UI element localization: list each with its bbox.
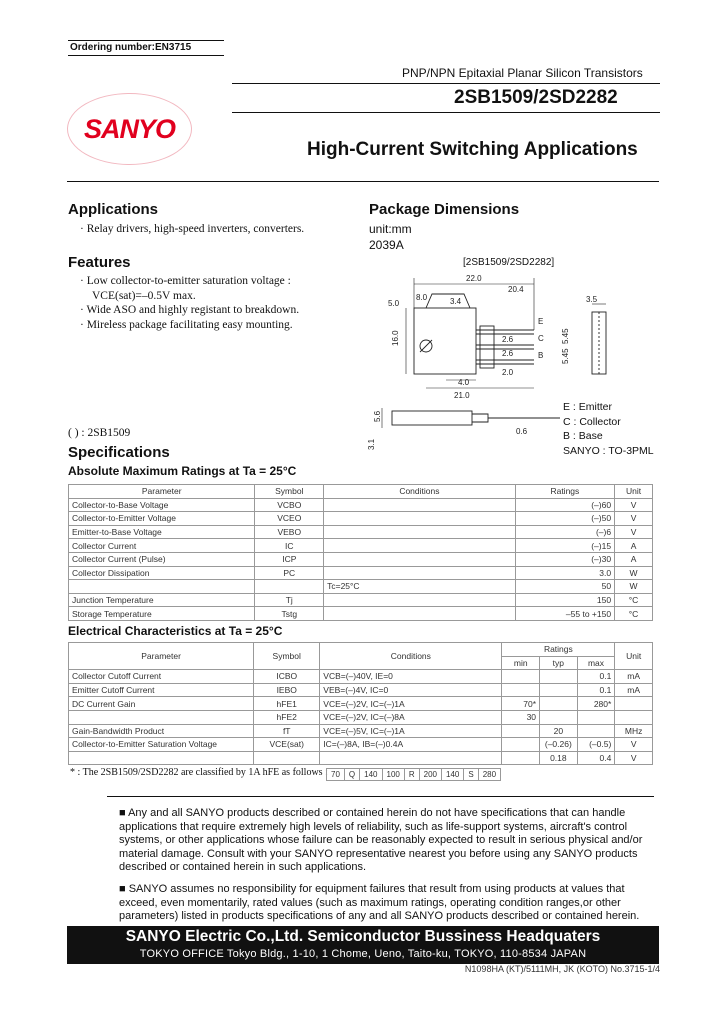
table-row xyxy=(69,580,653,594)
cell xyxy=(320,751,502,765)
col-header: Symbol xyxy=(254,643,320,670)
cell xyxy=(502,751,540,765)
dim-label: 5.45 xyxy=(561,328,570,344)
table-row xyxy=(69,593,653,607)
package-code: 2039A xyxy=(369,238,404,252)
cell: VEB=(–)4V, IC=0 xyxy=(320,683,502,697)
cell xyxy=(69,710,254,724)
feature-item: · Low collector-to-emitter saturation voltage : xyxy=(80,275,291,287)
cell: V xyxy=(615,751,653,765)
table-row xyxy=(69,498,653,512)
legend-item: E : Emitter xyxy=(563,401,613,413)
col-subheader: max xyxy=(577,656,615,670)
feature-item: · Mireless package facilitating easy mounting. xyxy=(80,318,293,331)
cell: 30 xyxy=(502,710,540,724)
table-row xyxy=(69,710,653,724)
cell: DC Current Gain xyxy=(69,697,254,711)
cell: A xyxy=(615,539,653,553)
cell: VCE=(–)5V, IC=(–)1A xyxy=(320,724,502,738)
cell: Tc=25°C xyxy=(324,580,516,594)
legend-item: B : Base xyxy=(563,430,603,442)
col-header: Parameter xyxy=(69,485,255,499)
package-unit: unit:mm xyxy=(369,222,412,236)
dim-label: 16.0 xyxy=(391,330,400,346)
col-header: Unit xyxy=(615,643,653,670)
cell xyxy=(577,724,615,738)
col-header: Ratings xyxy=(502,643,615,657)
cell: Storage Temperature xyxy=(69,607,255,621)
cell: 100 xyxy=(382,769,404,781)
cell: –55 to +150 xyxy=(515,607,614,621)
cell: Collector-to-Base Voltage xyxy=(69,498,255,512)
cell: IC xyxy=(255,539,324,553)
cell: R xyxy=(404,769,419,781)
disclaimer-paragraph: ■ Any and all SANYO products described or contained herein do not have specifications that can handle applications that require extremely high levels of reliability, such as life-support systems, aircraft's control systems, or other applications whose failure can be reasonably expected to result in serious physical and/or material damage. Consult with your SANYO representative nearest you before using any SANYO products described or contained herein in such applications. xyxy=(119,807,643,874)
cell: (–0.26) xyxy=(540,738,578,752)
applications-item: · Relay drivers, high-speed inverters, converters. xyxy=(80,223,305,235)
cell xyxy=(324,552,516,566)
cell: VCB=(–)40V, IE=0 xyxy=(320,670,502,684)
cell: V xyxy=(615,498,653,512)
cell: Collector-to-Emitter Voltage xyxy=(69,512,255,526)
cell: IEBO xyxy=(254,683,320,697)
dim-label: 5.0 xyxy=(388,299,400,308)
dim-label: 3.1 xyxy=(367,438,376,450)
cell: Tj xyxy=(255,593,324,607)
table-row xyxy=(69,552,653,566)
col-header: Symbol xyxy=(255,485,324,499)
cell: Collector Current xyxy=(69,539,255,553)
legend-item: SANYO : TO-3PML xyxy=(563,444,654,457)
pin-label: C xyxy=(538,334,544,343)
dim-label: 3.4 xyxy=(450,297,462,306)
cell xyxy=(502,670,540,684)
cell: Collector-to-Emitter Saturation Voltage xyxy=(69,738,254,752)
dim-label: 2.6 xyxy=(502,335,514,344)
disclaimer-paragraph: ■ SANYO assumes no responsibility for equipment failures that result from using products at values that exceed, even momentarily, rated values (such as maximum ratings, operating condition ranges,or other parameters) listed in products specifications of any and all SANYO products described or contained herein. xyxy=(119,882,640,923)
specifications-heading: Specifications xyxy=(68,444,170,461)
cell xyxy=(615,710,653,724)
dim-label: 21.0 xyxy=(454,391,470,400)
cell: (–)15 xyxy=(515,539,614,553)
page-title: High-Current Switching Applications xyxy=(307,139,638,160)
cell: (–0.5) xyxy=(577,738,615,752)
cell xyxy=(324,607,516,621)
cell: V xyxy=(615,738,653,752)
table-row xyxy=(69,683,653,697)
cell: 0.18 xyxy=(540,751,578,765)
cell: 3.0 xyxy=(515,566,614,580)
cell: Tstg xyxy=(255,607,324,621)
cell: VCE(sat) xyxy=(254,738,320,752)
pin-label: B xyxy=(538,351,544,360)
col-header: Ratings xyxy=(515,485,614,499)
features-list xyxy=(80,274,340,332)
cell: IC=(–)8A, IB=(–)0.4A xyxy=(320,738,502,752)
dim-label: 4.0 xyxy=(458,378,470,387)
col-subheader: min xyxy=(502,656,540,670)
header-divider xyxy=(232,83,660,84)
cell: 0.4 xyxy=(577,751,615,765)
cell xyxy=(540,697,578,711)
classification-note: * : The 2SB1509/2SD2282 are classified by 1A hFE as follows : xyxy=(70,767,328,778)
company-address: TOKYO OFFICE Tokyo Bldg., 1-10, 1 Chome, Ueno, Taito-ku, TOKYO, 110-8534 JAPAN xyxy=(139,948,587,960)
table-header-row xyxy=(69,485,653,499)
cell: (–)30 xyxy=(515,552,614,566)
cell xyxy=(324,566,516,580)
cell xyxy=(540,683,578,697)
part-number: 2SB1509/2SD2282 xyxy=(454,87,618,108)
bottom-view xyxy=(392,411,472,425)
elec-char-title: Electrical Characteristics at Ta = 25°C xyxy=(68,624,283,638)
cell: 280 xyxy=(478,769,500,781)
cell xyxy=(324,498,516,512)
paren-note: ( ) : 2SB1509 xyxy=(68,427,131,439)
cell: VCBO xyxy=(255,498,324,512)
dim-label: 20.4 xyxy=(508,285,524,294)
cell: V xyxy=(615,512,653,526)
cell: Collector Cutoff Current xyxy=(69,670,254,684)
legend-item: C : Collector xyxy=(563,415,621,428)
cell: Collector Dissipation xyxy=(69,566,255,580)
cell: Emitter Cutoff Current xyxy=(69,683,254,697)
table-header-row xyxy=(69,643,653,657)
table-row xyxy=(327,769,501,781)
dim-label: 8.0 xyxy=(416,293,428,302)
applications-heading: Applications xyxy=(68,201,159,218)
sanyo-logo: SANYO xyxy=(67,93,192,165)
cell: VEBO xyxy=(255,525,324,539)
features-heading: Features xyxy=(68,254,131,271)
cell xyxy=(69,580,255,594)
dim-label: 5.45 xyxy=(561,348,570,364)
cell: 20 xyxy=(540,724,578,738)
table-row xyxy=(69,697,653,711)
dim-label: 22.0 xyxy=(466,274,482,283)
graphic xyxy=(472,414,488,422)
cell xyxy=(577,710,615,724)
col-header: Conditions xyxy=(320,643,502,670)
company-bar xyxy=(67,926,659,964)
cell: W xyxy=(615,566,653,580)
cell: ICP xyxy=(255,552,324,566)
dim-label: 5.6 xyxy=(373,410,382,422)
cell: Gain-Bandwidth Product xyxy=(69,724,254,738)
cell: 0.1 xyxy=(577,683,615,697)
package-tab xyxy=(426,294,470,308)
pin-label: E xyxy=(538,317,544,326)
cell xyxy=(540,710,578,724)
cell: MHz xyxy=(615,724,653,738)
cell xyxy=(615,697,653,711)
table-row xyxy=(69,539,653,553)
cell xyxy=(69,751,254,765)
cell: PC xyxy=(255,566,324,580)
footer-code: N1098HA (KT)/5111MH, JK (KOTO) No.3715-1/4 xyxy=(464,964,660,974)
cell: hFE2 xyxy=(254,710,320,724)
cell xyxy=(502,724,540,738)
cell: 140 xyxy=(442,769,464,781)
cell xyxy=(324,539,516,553)
cell: 200 xyxy=(419,769,441,781)
title-divider xyxy=(67,181,659,182)
cell xyxy=(324,512,516,526)
package-drawing-label: [2SB1509/2SD2282] xyxy=(463,257,555,268)
col-header: Conditions xyxy=(324,485,516,499)
cell: Junction Temperature xyxy=(69,593,255,607)
cell xyxy=(324,525,516,539)
cell: Emitter-to-Base Voltage xyxy=(69,525,255,539)
cell: VCEO xyxy=(255,512,324,526)
cell: S xyxy=(464,769,478,781)
cell: mA xyxy=(615,683,653,697)
cell: Collector Current (Pulse) xyxy=(69,552,255,566)
abs-max-title: Absolute Maximum Ratings at Ta = 25°C xyxy=(68,464,297,478)
table-row xyxy=(69,751,653,765)
cell: VCE=(–)2V, IC=(–)8A xyxy=(320,710,502,724)
pin-legend xyxy=(563,400,654,458)
ordering-number: Ordering number:EN3715 xyxy=(68,40,224,56)
cell xyxy=(502,738,540,752)
abs-max-table xyxy=(68,484,653,621)
cell: (–)6 xyxy=(515,525,614,539)
cell xyxy=(502,683,540,697)
cell: V xyxy=(615,525,653,539)
subtitle: PNP/NPN Epitaxial Planar Silicon Transistors xyxy=(402,66,643,80)
cell: 140 xyxy=(360,769,382,781)
disclaimer-box xyxy=(107,796,654,935)
elec-char-table xyxy=(68,642,653,765)
feature-item: · Wide ASO and highly registant to breakdown. xyxy=(80,304,300,316)
graphic xyxy=(480,326,494,368)
cell xyxy=(324,593,516,607)
col-header: Unit xyxy=(615,485,653,499)
table-row xyxy=(69,512,653,526)
cell: fT xyxy=(254,724,320,738)
cell: 70 xyxy=(327,769,345,781)
cell: Q xyxy=(344,769,359,781)
cell: 50 xyxy=(515,580,614,594)
dim-label: 0.6 xyxy=(516,427,528,436)
table-row xyxy=(69,566,653,580)
cell: mA xyxy=(615,670,653,684)
dim-label: 2.0 xyxy=(502,368,514,377)
classification-table xyxy=(326,768,501,781)
cell: °C xyxy=(615,593,653,607)
feature-item: VCE(sat)=–0.5V max. xyxy=(92,289,196,302)
cell: 0.1 xyxy=(577,670,615,684)
dim-label: 3.5 xyxy=(586,295,598,304)
table-row xyxy=(69,724,653,738)
cell: (–)60 xyxy=(515,498,614,512)
cell xyxy=(540,670,578,684)
col-subheader: typ xyxy=(540,656,578,670)
table-row xyxy=(69,738,653,752)
cell xyxy=(254,751,320,765)
cell: VCE=(–)2V, IC=(–)1A xyxy=(320,697,502,711)
cell: W xyxy=(615,580,653,594)
header-divider xyxy=(232,112,660,113)
table-row xyxy=(69,607,653,621)
dim-label: 2.6 xyxy=(502,349,514,358)
cell: 150 xyxy=(515,593,614,607)
cell: ICBO xyxy=(254,670,320,684)
cell: (–)50 xyxy=(515,512,614,526)
col-header: Parameter xyxy=(69,643,254,670)
cell: A xyxy=(615,552,653,566)
cell xyxy=(255,580,324,594)
cell: °C xyxy=(615,607,653,621)
table-row xyxy=(69,525,653,539)
company-name: SANYO Electric Co.,Ltd. Semiconductor Bussiness Headquaters xyxy=(125,928,601,945)
table-row xyxy=(69,670,653,684)
cell: 70* xyxy=(502,697,540,711)
cell: 280* xyxy=(577,697,615,711)
cell: hFE1 xyxy=(254,697,320,711)
package-heading: Package Dimensions xyxy=(369,201,520,218)
